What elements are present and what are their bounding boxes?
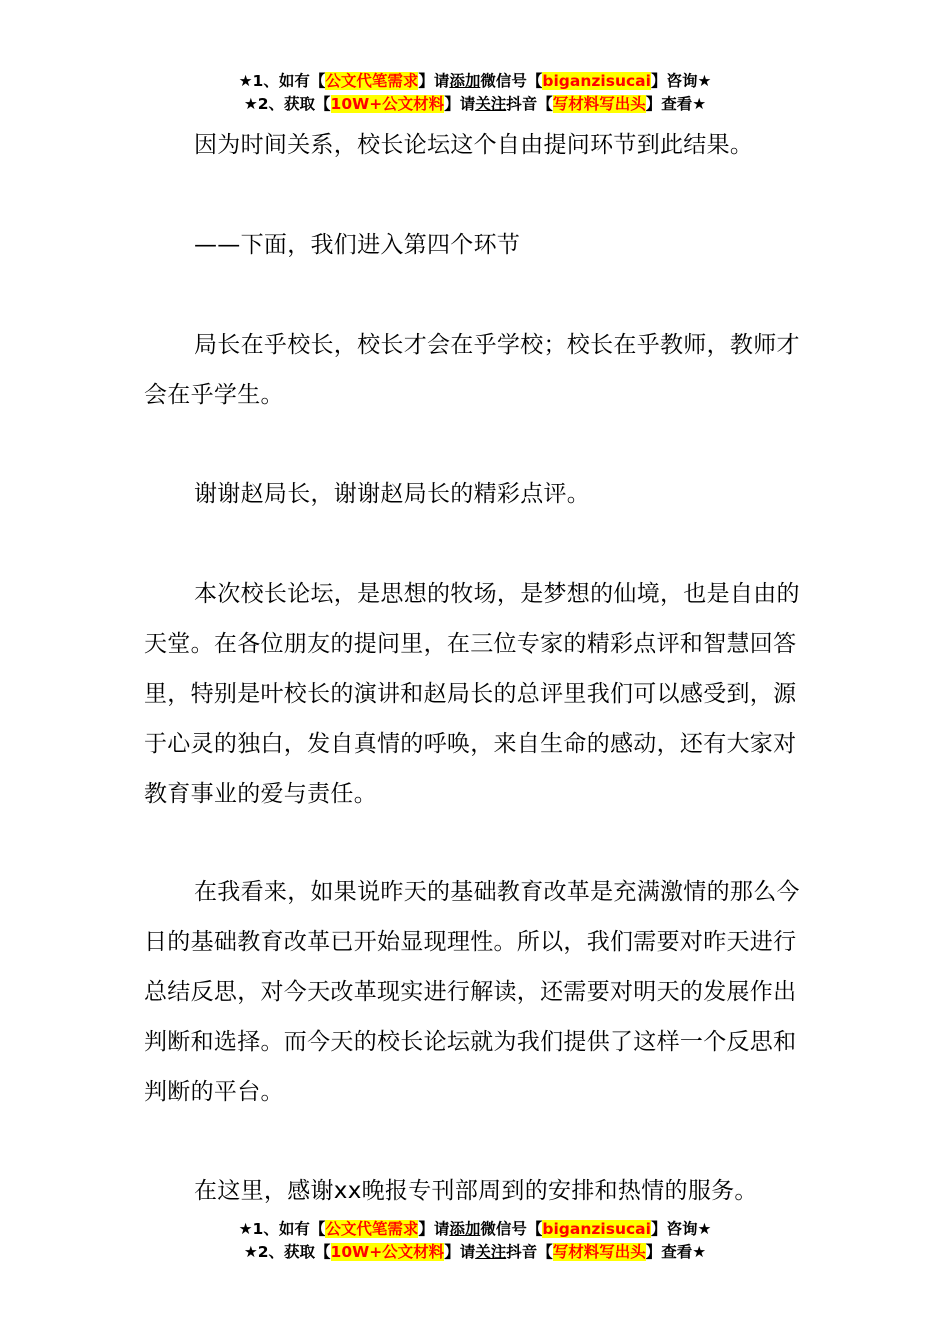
header-banner <box>0 70 950 116</box>
banner-text: 】查看★ <box>645 1243 707 1261</box>
banner-text: 】请 <box>418 72 450 90</box>
banner-underline: 添加 <box>449 72 481 90</box>
paragraph-2 <box>144 220 810 270</box>
paragraph-text: 在这里，感谢xx晚报专刊部周到的安排和热情的服务。 <box>194 1178 758 1204</box>
banner-text: ★1、如有【 <box>238 1220 326 1238</box>
paragraph-text: 局长在乎校长，校长才会在乎学校；校长在乎教师，教师才会在乎学生。 <box>144 332 800 408</box>
banner-highlight-wechat-id: biganzisucai <box>542 1220 651 1238</box>
banner-text: 抖音【 <box>506 1243 553 1261</box>
banner-text: 】咨询★ <box>650 72 712 90</box>
banner-line-1 <box>0 70 950 93</box>
paragraph-3 <box>144 320 810 420</box>
banner-highlight-douyin: 写材料写出头 <box>552 95 646 113</box>
banner-text: 】咨询★ <box>650 1220 712 1238</box>
paragraph-5 <box>144 569 810 819</box>
paragraph-text: ——下面，我们进入第四个环节 <box>194 232 521 258</box>
paragraph-text: 谢谢赵局长，谢谢赵局长的精彩点评。 <box>194 481 591 507</box>
banner-highlight: 10W+公文材料 <box>330 95 445 113</box>
banner-text: 微信号【 <box>480 1220 543 1238</box>
paragraph-7 <box>144 1166 810 1216</box>
footer-banner <box>0 1218 950 1264</box>
paragraph-4 <box>144 469 810 519</box>
paragraph-text: 因为时间关系，校长论坛这个自由提问环节到此结果。 <box>194 132 754 158</box>
banner-underline: 添加 <box>449 1220 481 1238</box>
banner-text: 抖音【 <box>506 95 553 113</box>
banner-text: 】请 <box>444 95 476 113</box>
banner-text: ★2、获取【 <box>243 1243 331 1261</box>
banner-highlight: 10W+公文材料 <box>330 1243 445 1261</box>
banner-line-2 <box>0 1241 950 1264</box>
banner-line-2 <box>0 93 950 116</box>
paragraph-6 <box>144 867 810 1117</box>
banner-highlight: 公文代笔需求 <box>325 1220 419 1238</box>
banner-highlight-douyin: 写材料写出头 <box>552 1243 646 1261</box>
banner-highlight-wechat-id: biganzisucai <box>542 72 651 90</box>
banner-text: 】请 <box>418 1220 450 1238</box>
banner-text: ★2、获取【 <box>243 95 331 113</box>
banner-underline: 关注 <box>475 95 507 113</box>
banner-text: 】查看★ <box>645 95 707 113</box>
banner-text: ★1、如有【 <box>238 72 326 90</box>
paragraph-text: 本次校长论坛，是思想的牧场，是梦想的仙境，也是自由的天堂。在各位朋友的提问里，在三位专家的精彩点评和智慧回答里，特别是叶校长的演讲和赵局长的总评里我们可以感受到，源于心灵的独白，发自真情的呼唤，来自生命的感动，还有大家对教育事业的爱与责任。 <box>144 581 800 807</box>
banner-text: 】请 <box>444 1243 476 1261</box>
banner-underline: 关注 <box>475 1243 507 1261</box>
banner-text: 微信号【 <box>480 72 543 90</box>
paragraph-1 <box>144 120 810 170</box>
banner-line-1 <box>0 1218 950 1241</box>
paragraph-text: 在我看来，如果说昨天的基础教育改革是充满激情的那么今日的基础教育改革已开始显现理性。所以，我们需要对昨天进行总结反思，对今天改革现实进行解读，还需要对明天的发展作出判断和选择。而今天的校长论坛就为我们提供了这样一个反思和判断的平台。 <box>144 879 800 1105</box>
banner-highlight: 公文代笔需求 <box>325 72 419 90</box>
